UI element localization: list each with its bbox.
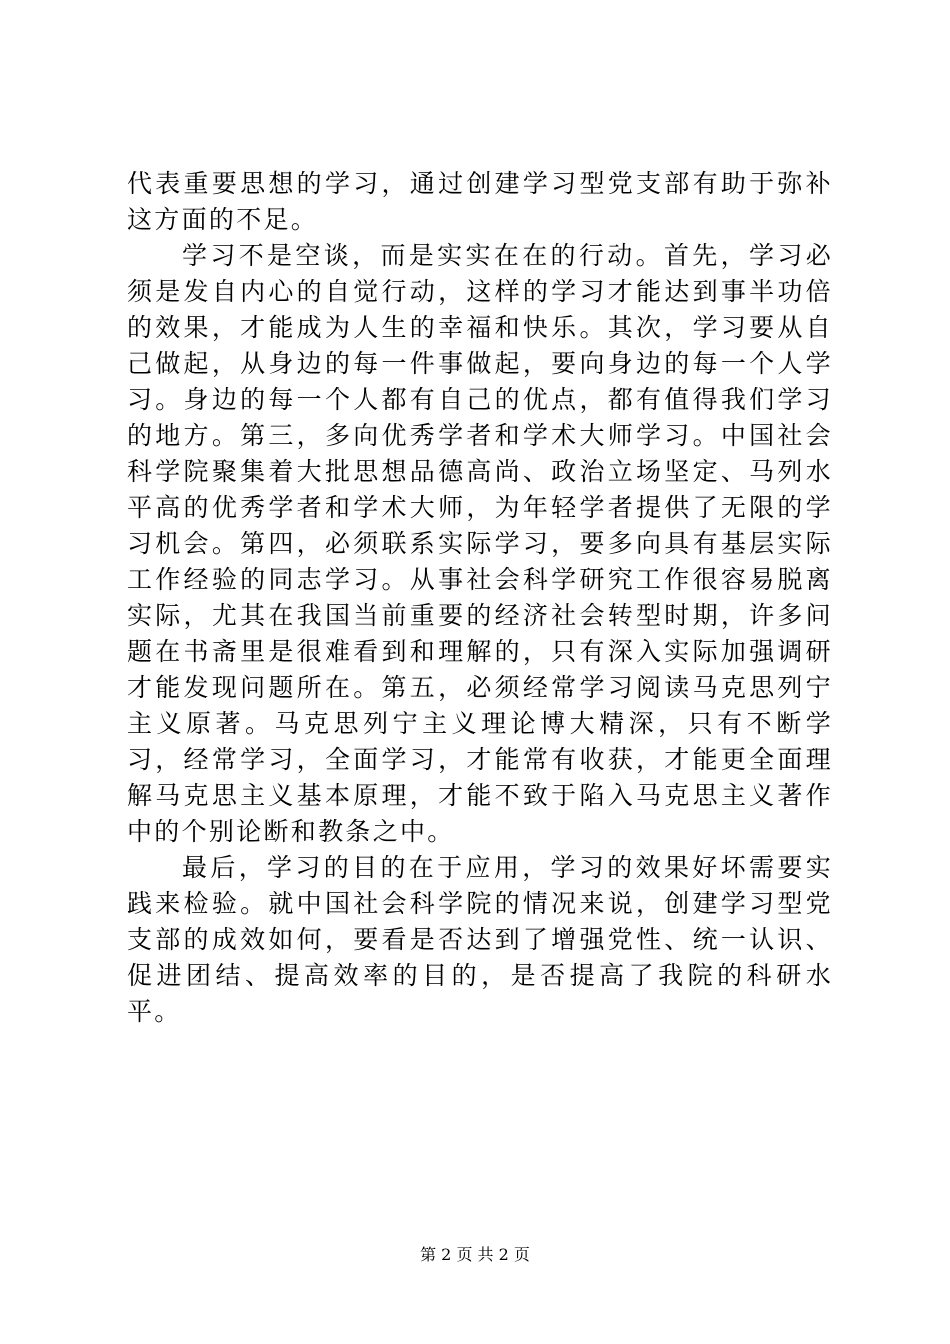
paragraph-learning-actions: 学习不是空谈，而是实实在在的行动。首先，学习必须是发自内心的自觉行动，这样的学习才能达到事半功倍的效果，才能成为人生的幸福和快乐。其次，学习要从自己做起，从身边的每一件事做起，要向身边的每一个人学习。身边的每一个人都有自己的优点，都有值得我们学习的地方。第三，多向优秀学者和学术大师学习。中国社会科学院聚集着大批思想品德高尚、政治立场坚定、马列水平高的优秀学者和学术大师，为年轻学者提供了无限的学习机会。第四，必须联系实际学习，要多向具有基层实际工作经验的同志学习。从事社会科学研究工作很容易脱离实际，尤其在我国当前重要的经济社会转型时期，许多问题在书斋里是很难看到和理解的，只有深入实际加强调研才能发现问题所在。第五，必须经常学习阅读马克思列宁主义原著。马克思列宁主义理论博大精深，只有不断学习，经常学习，全面学习，才能常有收获，才能更全面理解马克思主义基本原理，才能不致于陷入马克思主义著作中的个别论断和教条之中。 [127, 241, 833, 846]
document-body [127, 166, 833, 1030]
page-footer: 第 2 页 共 2 页 [420, 1245, 530, 1264]
paragraph-conclusion: 最后，学习的目的在于应用，学习的效果好坏需要实践来检验。就中国社会科学院的情况来说，创建学习型党支部的成效如何，要看是否达到了增强党性、统一认识、促进团结、提高效率的目的，是否提高了我院的科研水平。 [127, 853, 833, 1026]
paragraph-continuation: 代表重要思想的学习，通过创建学习型党支部有助于弥补这方面的不足。 [127, 169, 833, 234]
